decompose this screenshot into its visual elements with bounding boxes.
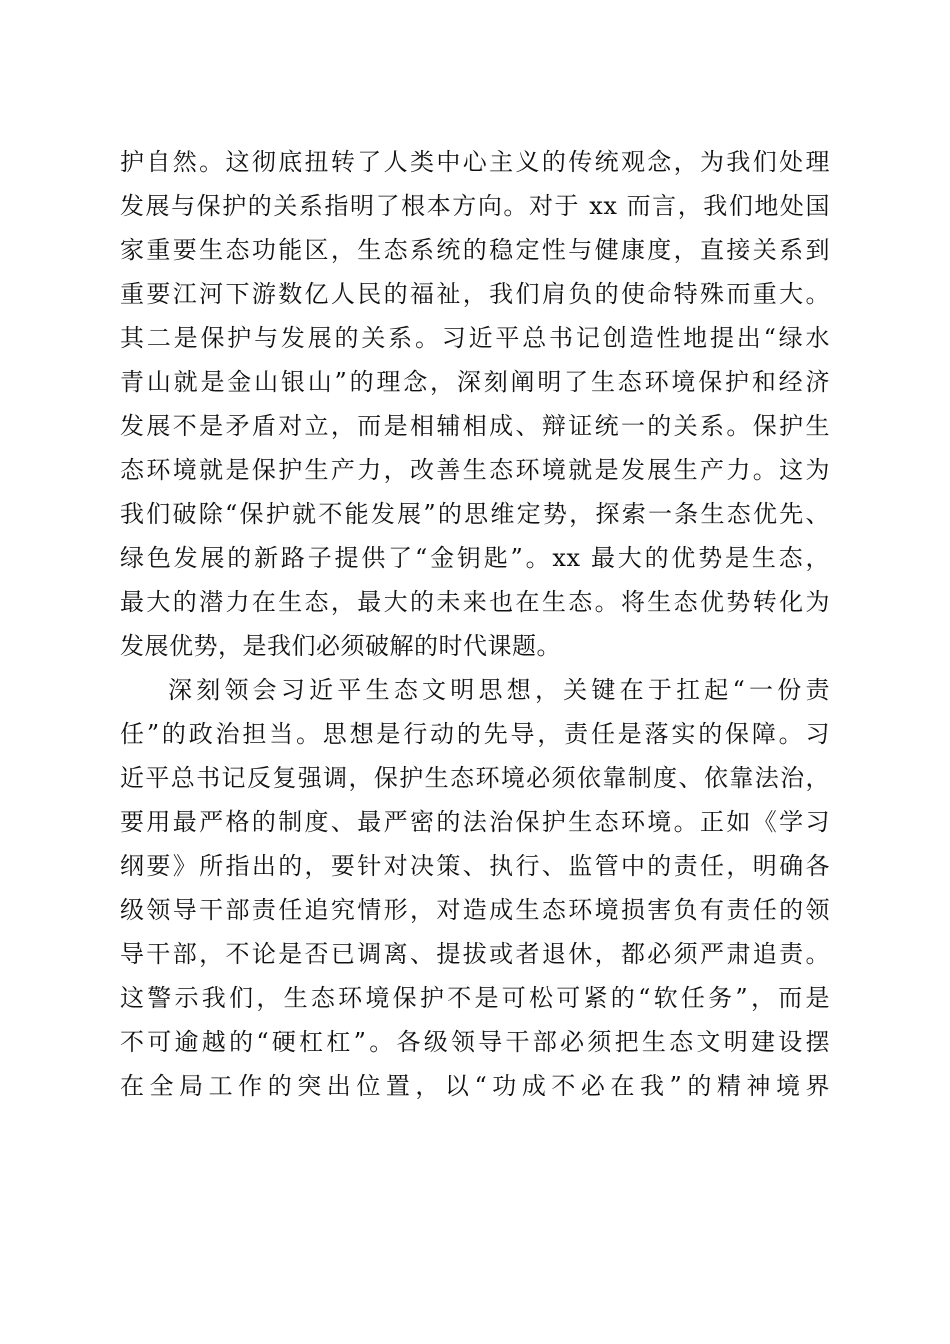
text-line: 家重要生态功能区，生态系统的稳定性与健康度，直接关系到 — [120, 236, 830, 264]
text-line: 要用最严格的制度、最严密的法治保护生态环境。正如《学习 — [120, 808, 830, 836]
text-line: 绿色发展的新路子提供了“金钥匙”。xx 最大的优势是生态， — [120, 544, 830, 572]
text-line: 重要江河下游数亿人民的福祉，我们肩负的使命特殊而重大。 — [120, 280, 830, 308]
text-line: 级领导干部责任追究情形，对造成生态环境损害负有责任的领 — [120, 896, 830, 924]
text-line: 我们破除“保护就不能发展”的思维定势，探索一条生态优先、 — [120, 500, 830, 528]
body-text — [120, 140, 830, 1108]
text-line: 不可逾越的“硬杠杠”。各级领导干部必须把生态文明建设摆 — [120, 1028, 830, 1056]
text-line: 发展与保护的关系指明了根本方向。对于 xx 而言，我们地处国 — [120, 192, 830, 220]
paragraph-start-line: 深刻领会习近平生态文明思想，关键在于扛起“一份责 — [168, 676, 830, 704]
text-line: 护自然。这彻底扭转了人类中心主义的传统观念，为我们处理 — [120, 148, 830, 176]
text-line: 任”的政治担当。思想是行动的先导，责任是落实的保障。习 — [120, 720, 830, 748]
text-line: 纲要》所指出的，要针对决策、执行、监管中的责任，明确各 — [120, 852, 830, 880]
text-line: 近平总书记反复强调，保护生态环境必须依靠制度、依靠法治， — [120, 764, 830, 792]
text-line: 最大的潜力在生态，最大的未来也在生态。将生态优势转化为 — [120, 588, 830, 616]
text-line: 这警示我们，生态环境保护不是可松可紧的“软任务”，而是 — [120, 984, 830, 1012]
text-line: 态环境就是保护生产力，改善生态环境就是发展生产力。这为 — [120, 456, 830, 484]
paragraph-end-line: 发展优势，是我们必须破解的时代课题。 — [120, 632, 561, 660]
text-line: 其二是保护与发展的关系。习近平总书记创造性地提出“绿水 — [120, 324, 830, 352]
text-line: 导干部，不论是否已调离、提拔或者退休，都必须严肃追责。 — [120, 940, 830, 968]
text-line: 在全局工作的突出位置，以“功成不必在我”的精神境界 — [120, 1072, 830, 1100]
text-line: 发展不是矛盾对立，而是相辅相成、辩证统一的关系。保护生 — [120, 412, 830, 440]
text-line: 青山就是金山银山”的理念，深刻阐明了生态环境保护和经济 — [120, 368, 830, 396]
